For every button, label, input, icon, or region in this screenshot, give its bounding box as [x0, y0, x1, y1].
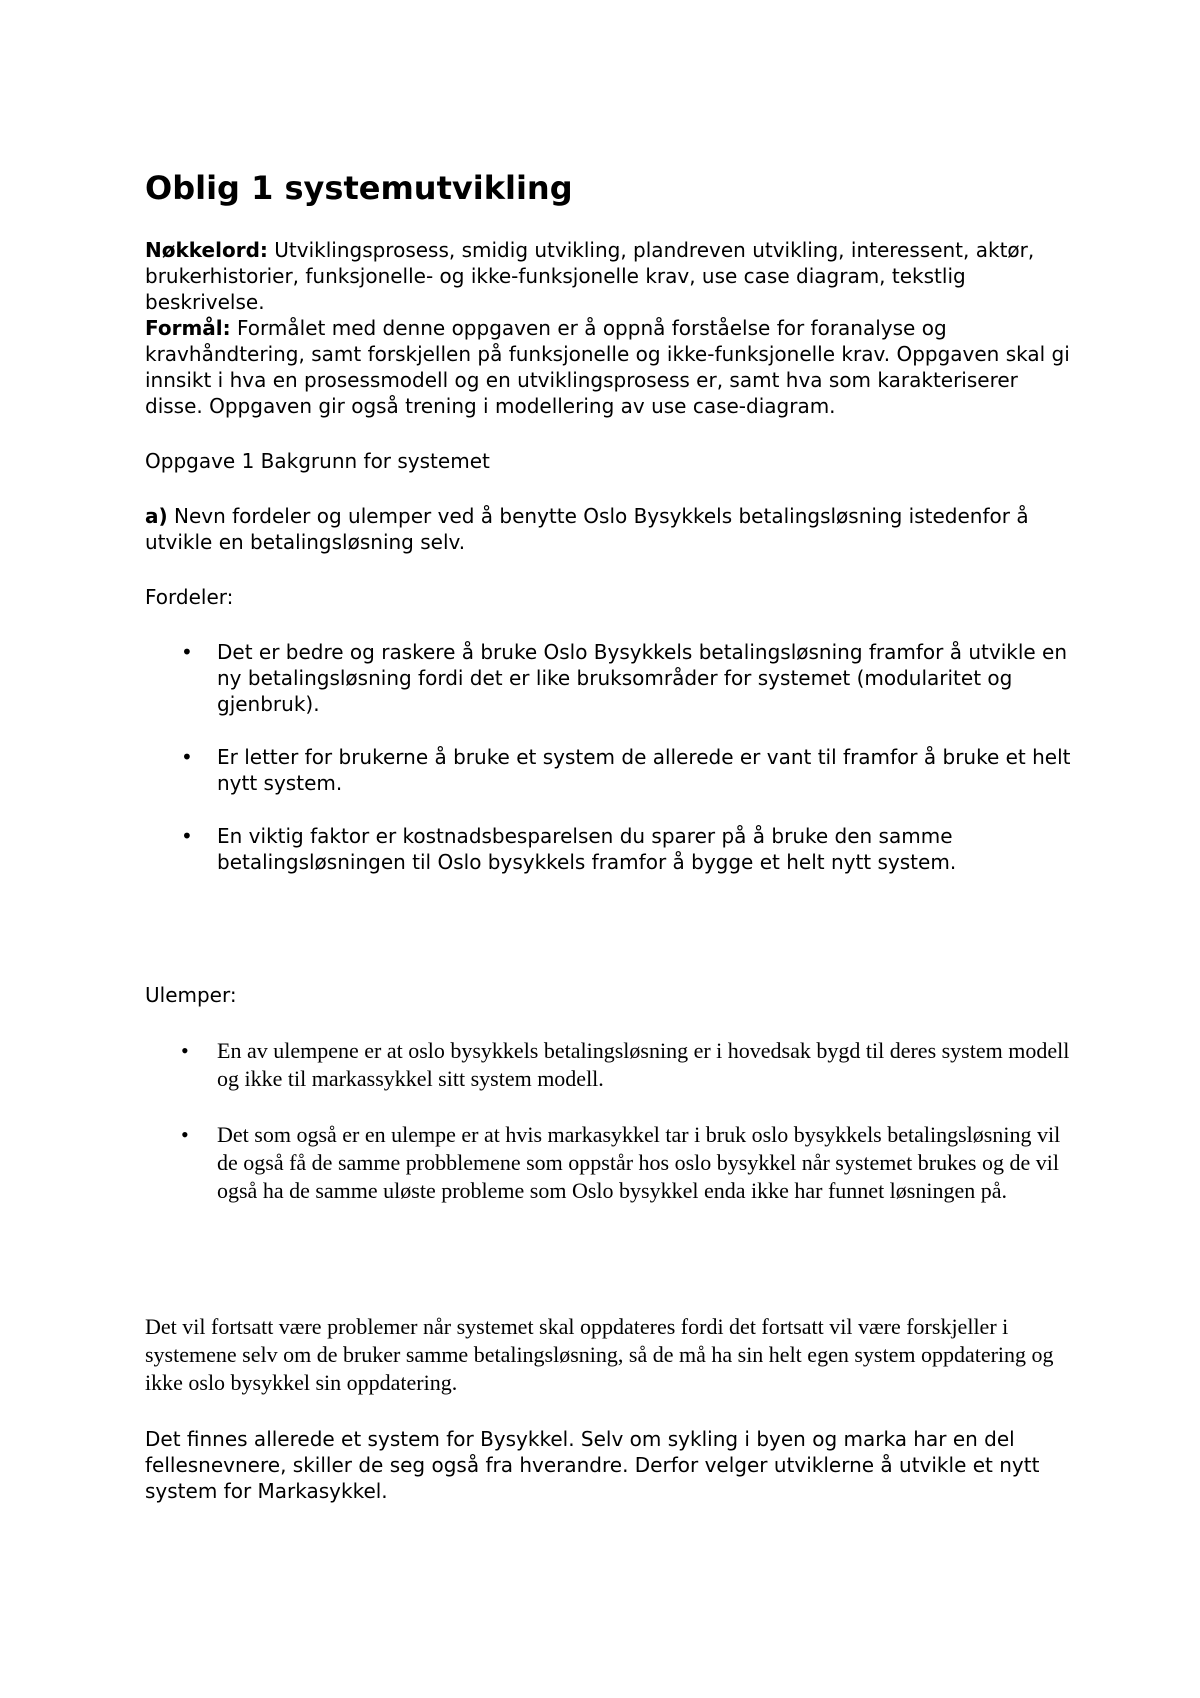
list-item: [145, 1121, 1075, 1205]
list-item: [145, 1037, 1075, 1093]
list-item-text: Er letter for brukerne å bruke et system de allerede er vant til framfor å bruke et helt nytt system.: [217, 745, 1071, 795]
bullet-icon: •: [181, 745, 193, 769]
bullet-icon: •: [181, 1122, 189, 1147]
keywords-label: Nøkkelord:: [145, 238, 268, 262]
purpose-paragraph: [145, 315, 1075, 419]
purpose-label: Formål:: [145, 316, 231, 340]
advantages-heading: Fordeler:: [145, 585, 234, 609]
purpose-text: Formålet med denne oppgaven er å oppnå forståelse for foranalyse og kravhåndtering, samt forskjellen på funksjonelle og ikke-funksjonelle krav. Oppgaven skal gi innsikt i hva en prosessmodell og en utviklingsprosess er, samt hva som karakteriserer disse. Oppgaven gir også trening i modellering av use case-diagram.: [145, 316, 1070, 418]
list-item-text: En viktig faktor er kostnadsbesparelsen du sparer på å bruke den samme betalingsløsningen til Oslo bysykkels framfor å bygge et helt nytt system.: [217, 824, 957, 874]
disadvantages-list: [145, 1037, 1075, 1205]
bullet-icon: •: [181, 824, 193, 848]
keywords-text: Utviklingsprosess, smidig utvikling, plandreven utvikling, interessent, aktør, brukerhistorier, funksjonelle- og ikke-funksjonelle krav, use case diagram, tekstlig beskrivelse.: [145, 238, 1035, 314]
bullet-icon: •: [181, 1038, 189, 1063]
question-text: Nevn fordeler og ulemper ved å benytte Oslo Bysykkels betalingsløsning istedenfor å utvikle en betalingsløsning selv.: [145, 504, 1029, 554]
list-item-text: Det som også er en ulempe er at hvis markasykkel tar i bruk oslo bysykkels betalingsløsning vil de også få de samme probblemene som oppstår hos oslo bysykkel når systemet brukes og de vil også ha de samme uløste probleme som Oslo bysykkel enda ikke har funnet løsningen på.: [217, 1122, 1061, 1203]
list-item: [145, 744, 1075, 796]
list-item: [145, 639, 1075, 717]
update-paragraph: Det vil fortsatt være problemer når systemet skal oppdateres fordi det fortsatt vil være forskjeller i systemene selv om de bruker samme betalingsløsning, så de må ha sin helt egen system oppdatering og ikke oslo bysykkel sin oppdatering.: [145, 1314, 1054, 1395]
list-item-text: Det er bedre og raskere å bruke Oslo Bysykkels betalingsløsning framfor å utvikle en ny betalingsløsning fordi det er like bruksområder for systemet (modularitet og gjenbruk).: [217, 640, 1068, 716]
document-title: Oblig 1 systemutvikling: [145, 169, 573, 207]
disadvantages-heading: Ulemper:: [145, 983, 237, 1007]
list-item: [145, 823, 1075, 875]
task-heading: Oppgave 1 Bakgrunn for systemet: [145, 449, 490, 473]
document-page: [145, 168, 1075, 1504]
question-label: a): [145, 504, 168, 528]
advantages-list: [145, 639, 1075, 875]
conclusion-paragraph: Det finnes allerede et system for Bysykkel. Selv om sykling i byen og marka har en del fellesnevnere, skiller de seg også fra hverandre. Derfor velger utviklerne å utvikle et nytt system for Markasykkel.: [145, 1427, 1040, 1503]
keywords-paragraph: [145, 237, 1075, 315]
bullet-icon: •: [181, 640, 193, 664]
question-paragraph: [145, 503, 1075, 555]
list-item-text: En av ulempene er at oslo bysykkels betalingsløsning er i hovedsak bygd til deres system modell og ikke til markassykkel sitt system modell.: [217, 1038, 1070, 1091]
